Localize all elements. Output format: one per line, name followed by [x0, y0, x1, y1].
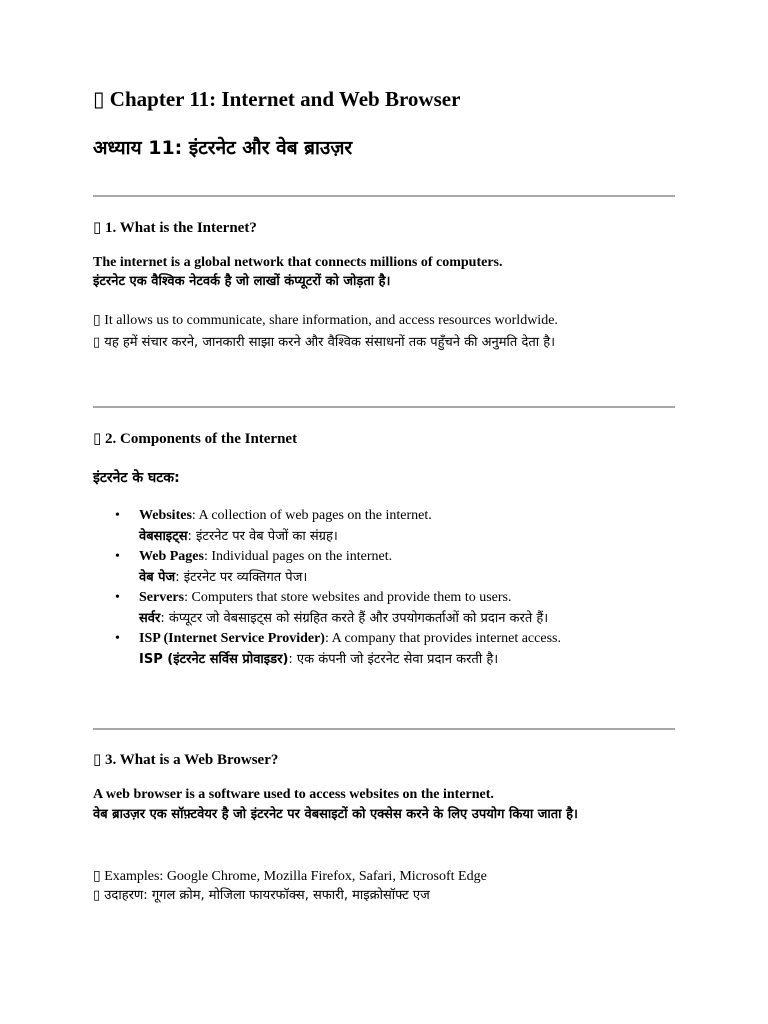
item-term: Websites: [139, 508, 192, 523]
item-term-hi: वेबसाइट्स: [139, 529, 188, 544]
section-1-heading-text: 1. What is the Internet?: [105, 220, 257, 236]
chapter-title-hindi: अध्याय 11: इंटरनेट और वेब ब्राउज़र: [93, 137, 353, 159]
section-3-examples-en-text: Examples: Google Chrome, Mozilla Firefox, Safari, Microsoft Edge: [104, 869, 487, 884]
section-1-heading: [93, 218, 257, 237]
section-3-examples-en: [93, 867, 675, 887]
bullet-icon: •: [115, 590, 120, 605]
section-3-heading: [93, 750, 278, 769]
section-3-heading-text: 3. What is a Web Browser?: [105, 752, 279, 768]
section-1-note-glyph-icon: ▯: [93, 313, 101, 328]
section-3-examples-glyph-icon: ▯: [93, 869, 101, 884]
section-3-examples-hi: [93, 886, 675, 906]
section-2-heading: [93, 429, 297, 448]
bullet-icon: •: [115, 631, 120, 646]
list-item: [115, 629, 675, 670]
item-desc-hi: : इंटरनेट पर व्यक्तिगत पेज।: [175, 570, 308, 585]
section-1-definition-en: The internet is a global network that connects millions of computers.: [93, 255, 503, 270]
section-1-glyph-icon: ▯: [93, 220, 102, 236]
section-3-examples-hi-text: उदाहरण: गूगल क्रोम, मोजिला फायरफॉक्स, सफारी, माइक्रोसॉफ्ट एज: [104, 888, 430, 903]
item-term: Web Pages: [139, 549, 204, 564]
components-list: [93, 506, 675, 670]
item-desc: : Computers that store websites and provide them to users.: [184, 590, 512, 605]
section-2-heading-text: 2. Components of the Internet: [105, 431, 298, 447]
section-1-note-hi: [93, 331, 675, 355]
item-hindi-line: [139, 649, 675, 670]
list-item: [115, 588, 675, 629]
section-3-glyph-icon: ▯: [93, 752, 102, 768]
item-desc-hi: : इंटरनेट पर वेब पेजों का संग्रह।: [187, 529, 338, 544]
item-term: ISP (Internet Service Provider): [139, 631, 325, 646]
section-3-definition-hi: वेब ब्राउज़र एक सॉफ़्टवेयर है जो इंटरनेट पर वेबसाइटों को एक्सेस करने के लिए उपयोग किया जाता है।: [93, 807, 578, 822]
bullet-icon: •: [115, 508, 120, 523]
item-desc-hi: : एक कंपनी जो इंटरनेट सेवा प्रदान करती है।: [288, 652, 499, 667]
item-desc: : Individual pages on the internet.: [203, 549, 393, 564]
bullet-icon: •: [115, 549, 120, 564]
item-term-hi: सर्वर: [139, 611, 161, 626]
section-1-definition-hi: इंटरनेट एक वैश्विक नेटवर्क है जो लाखों कंप्यूटरों को जोड़ता है।: [93, 274, 391, 289]
chapter-title-english: ▯ Chapter 11: Internet and Web Browser: [93, 87, 461, 111]
item-desc-hi: : कंप्यूटर जो वेबसाइट्स को संग्रहित करते हैं और उपयोगकर्ताओं को प्रदान करते हैं।: [160, 611, 549, 626]
item-hindi-line: [139, 526, 675, 547]
section-3-examples-hi-glyph-icon: ▯: [93, 888, 101, 903]
section-3-definition-en: A web browser is a software used to access websites on the internet.: [93, 787, 494, 802]
divider: [93, 728, 675, 730]
section-1-note-hi-text: यह हमें संचार करने, जानकारी साझा करने और वैश्विक संसाधनों तक पहुँचने की अनुमति देता है।: [104, 335, 556, 350]
item-term: Servers: [139, 590, 185, 605]
section-2-subheading-hi: इंटरनेट के घटक:: [93, 470, 180, 486]
list-item: [115, 506, 675, 547]
section-1-note-en-text: It allows us to communicate, share information, and access resources worldwide.: [104, 313, 558, 328]
section-2-glyph-icon: ▯: [93, 431, 102, 447]
item-term-hi: ISP (इंटरनेट सर्विस प्रोवाइडर): [139, 652, 289, 667]
item-hindi-line: [139, 608, 675, 629]
divider: [93, 195, 675, 197]
item-term-hi: वेब पेज: [139, 570, 176, 585]
item-hindi-line: [139, 567, 675, 588]
item-desc: : A company that provides internet access.: [324, 631, 561, 646]
item-desc: : A collection of web pages on the internet.: [191, 508, 432, 523]
list-item: [115, 547, 675, 588]
divider: [93, 406, 675, 408]
section-1-note-en: [93, 311, 675, 331]
section-1-note-hi-glyph-icon: ▯: [93, 335, 101, 350]
